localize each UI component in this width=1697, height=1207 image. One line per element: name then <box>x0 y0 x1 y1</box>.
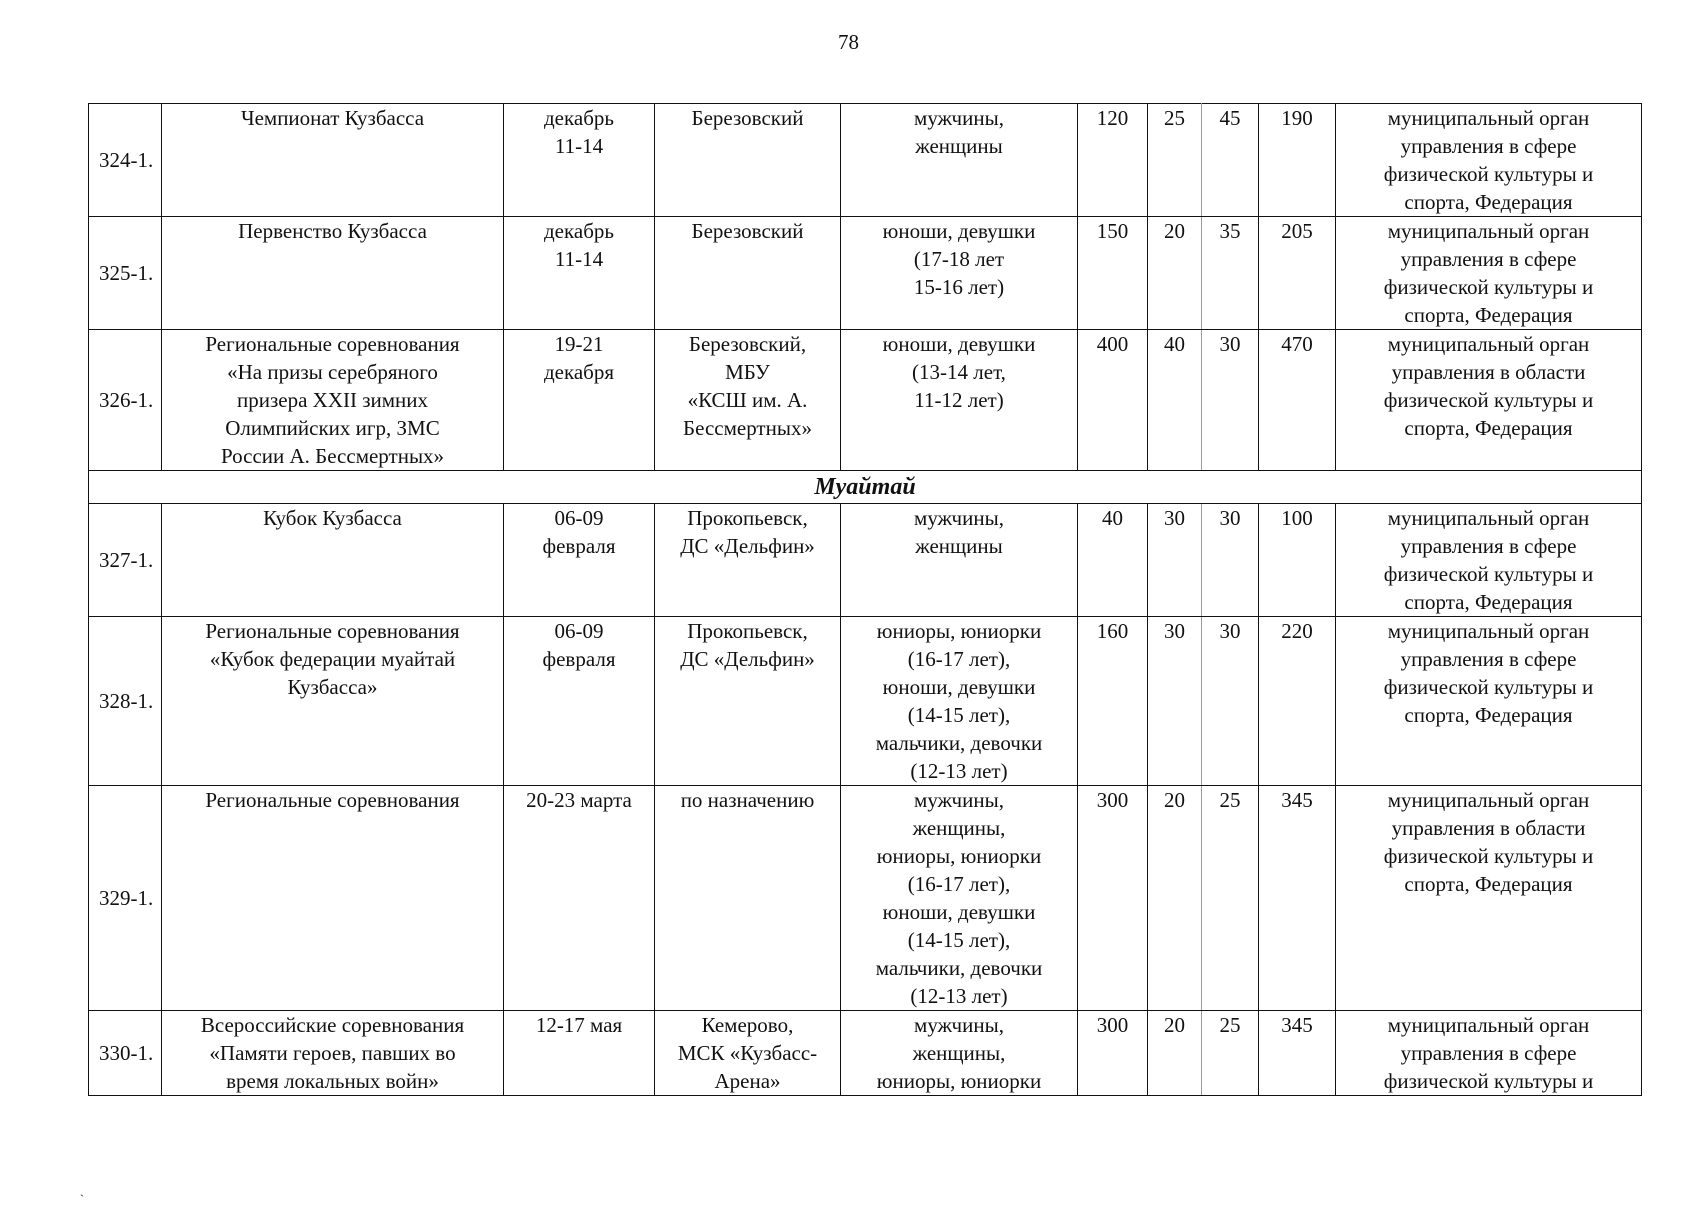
table-row <box>89 786 1642 1011</box>
event-place: Кемерово, МСК «Кузбасс- Арена» <box>677 1013 818 1093</box>
count-1: 120 <box>1078 104 1148 217</box>
count-1: 300 <box>1078 1011 1148 1096</box>
event-name: Кубок Кузбасса <box>263 506 402 530</box>
event-place: Прокопьевск, ДС «Дельфин» <box>680 506 815 558</box>
event-name: Чемпионат Кузбасса <box>240 106 425 130</box>
section-row <box>89 471 1642 504</box>
count-2: 20 <box>1148 786 1202 1011</box>
count-1: 40 <box>1078 504 1148 617</box>
event-participants: мужчины, женщины <box>914 506 1004 558</box>
event-organizer: муниципальный орган управления в сфере физической культуры и спорта, Федерация <box>1383 506 1594 614</box>
event-name: Региональные соревнования «На призы серебряного призера XXII зимних Олимпийских игр, ЗМС России А. Бессмертных» <box>205 332 460 468</box>
page-number: 78 <box>838 30 859 54</box>
count-1: 400 <box>1078 330 1148 471</box>
count-total: 205 <box>1259 217 1336 330</box>
count-2: 25 <box>1148 104 1202 217</box>
event-place: Березовский <box>691 106 804 130</box>
row-number: 329-1. <box>89 786 162 1011</box>
event-date: декабрь 11-14 <box>544 219 614 271</box>
event-participants: мужчины, женщины <box>914 106 1004 158</box>
count-1: 150 <box>1078 217 1148 330</box>
row-number: 324-1. <box>89 104 162 217</box>
event-date: 06-09 февраля <box>542 506 616 558</box>
event-organizer: муниципальный орган управления в области физической культуры и спорта, Федерация <box>1383 332 1594 440</box>
count-2: 40 <box>1148 330 1202 471</box>
count-2: 30 <box>1148 504 1202 617</box>
table-row <box>89 330 1642 471</box>
event-name: Региональные соревнования «Кубок федерации муайтай Кузбасса» <box>205 619 460 699</box>
count-2: 20 <box>1148 217 1202 330</box>
count-3: 25 <box>1202 1011 1259 1096</box>
count-3: 30 <box>1202 330 1259 471</box>
event-participants: юноши, девушки (17-18 лет 15-16 лет) <box>882 219 1036 299</box>
table-row <box>89 617 1642 786</box>
count-total: 190 <box>1259 104 1336 217</box>
event-date: 06-09 февраля <box>542 619 616 671</box>
scan-mark: ` <box>80 1192 84 1206</box>
count-1: 300 <box>1078 786 1148 1011</box>
count-total: 100 <box>1259 504 1336 617</box>
count-total: 220 <box>1259 617 1336 786</box>
count-2: 20 <box>1148 1011 1202 1096</box>
table-row <box>89 217 1642 330</box>
row-number: 326-1. <box>89 330 162 471</box>
event-participants: мужчины, женщины, юниоры, юниорки (16-17 лет), юноши, девушки (14-15 лет), мальчики, девочки (12-13 лет) <box>875 788 1043 1008</box>
event-place: Березовский <box>691 219 804 243</box>
count-total: 345 <box>1259 1011 1336 1096</box>
event-organizer: муниципальный орган управления в сфере физической культуры и спорта, Федерация <box>1383 219 1594 327</box>
count-2: 30 <box>1148 617 1202 786</box>
event-date: 19-21 декабря <box>543 332 615 384</box>
count-total: 345 <box>1259 786 1336 1011</box>
event-participants: юниоры, юниорки (16-17 лет), юноши, девушки (14-15 лет), мальчики, девочки (12-13 лет) <box>875 619 1043 783</box>
event-organizer: муниципальный орган управления в сфере физической культуры и спорта, Федерация <box>1383 619 1594 727</box>
event-place: по назначению <box>680 788 815 812</box>
count-3: 25 <box>1202 786 1259 1011</box>
section-heading-muaythai: Муайтай <box>89 471 1642 504</box>
count-3: 30 <box>1202 617 1259 786</box>
event-organizer: муниципальный орган управления в области физической культуры и спорта, Федерация <box>1383 788 1594 896</box>
count-3: 45 <box>1202 104 1259 217</box>
event-date: 20-23 марта <box>526 788 632 812</box>
table-row <box>89 104 1642 217</box>
count-1: 160 <box>1078 617 1148 786</box>
event-place: Прокопьевск, ДС «Дельфин» <box>680 619 815 671</box>
event-name: Региональные соревнования <box>205 788 460 812</box>
table-row <box>89 504 1642 617</box>
row-number: 328-1. <box>89 617 162 786</box>
event-place: Березовский, МБУ «КСШ им. А. Бессмертных» <box>683 332 812 440</box>
count-3: 30 <box>1202 504 1259 617</box>
row-number: 325-1. <box>89 217 162 330</box>
event-participants: юноши, девушки (13-14 лет, 11-12 лет) <box>882 332 1036 412</box>
event-name: Всероссийские соревнования «Памяти героев, павших во время локальных войн» <box>200 1013 465 1093</box>
event-organizer: муниципальный орган управления в сфере физической культуры и <box>1383 1013 1594 1093</box>
count-total: 470 <box>1259 330 1336 471</box>
row-number: 330-1. <box>89 1011 162 1096</box>
events-table <box>88 103 1642 1096</box>
event-organizer: муниципальный орган управления в сфере физической культуры и спорта, Федерация <box>1383 106 1594 214</box>
event-name: Первенство Кузбасса <box>238 219 427 243</box>
event-participants: мужчины, женщины, юниоры, юниорки <box>876 1013 1042 1093</box>
event-date: декабрь 11-14 <box>544 106 614 158</box>
count-3: 35 <box>1202 217 1259 330</box>
row-number: 327-1. <box>89 504 162 617</box>
event-date: 12-17 мая <box>535 1013 623 1037</box>
table-row <box>89 1011 1642 1096</box>
